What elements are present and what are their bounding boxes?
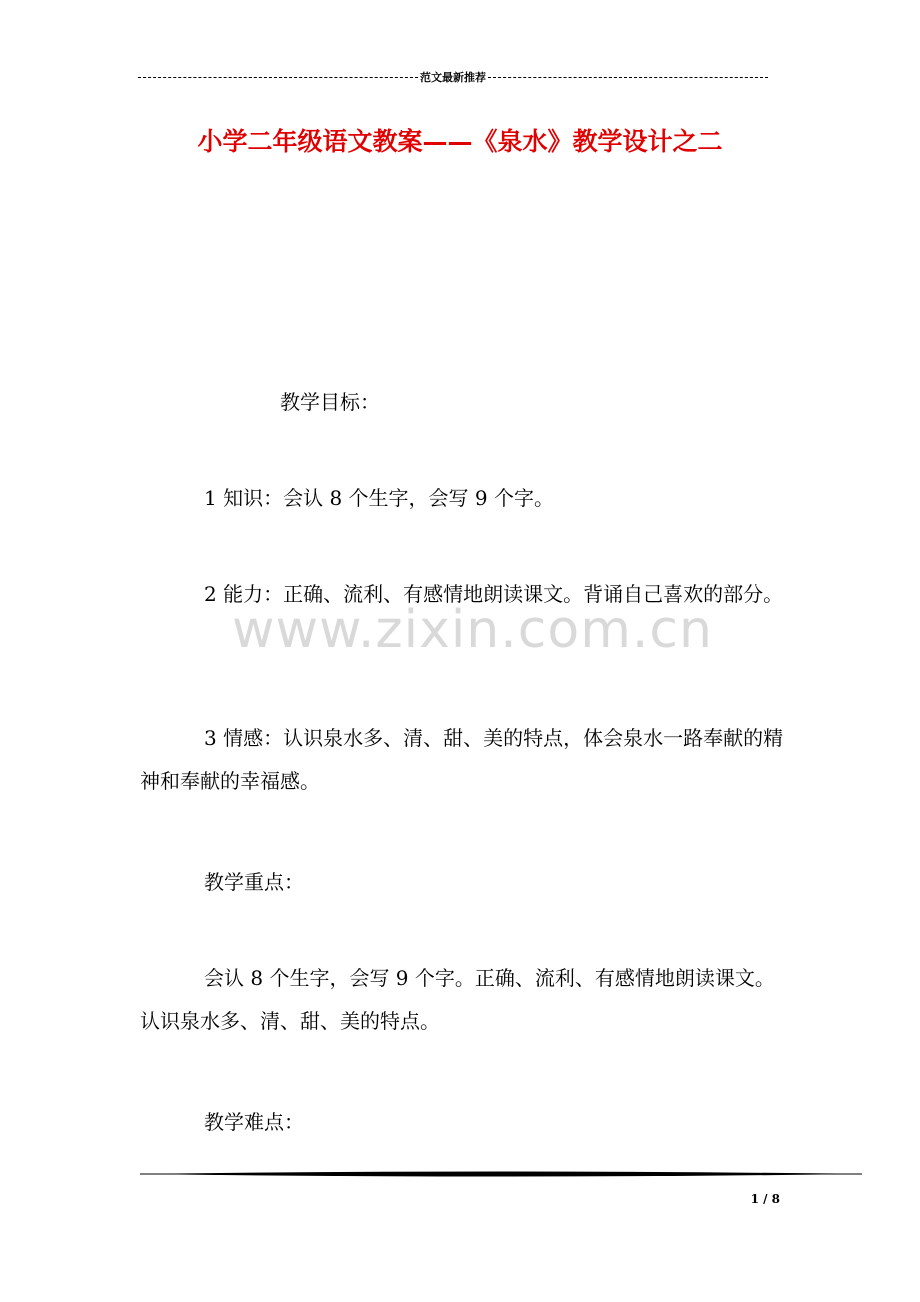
header-label: 范文最新推荐 [420,71,486,84]
paragraph-text: 教学重点： [204,870,304,894]
paragraph-text: 教学目标： [280,390,380,414]
paragraph-teaching-objectives-heading [140,381,785,424]
running-header [138,68,768,86]
paragraph-text: 2 能力：正确、流利、有感情地朗读课文。背诵自己喜欢的部分。 [204,582,784,606]
page-number: 1 / 8 [750,1192,780,1206]
paragraph-difficulties-heading [140,1101,785,1144]
paragraph-text: 3 情感：认识泉水多、清、甜、美的特点，体会泉水一路奉献的精神和奉献的幸福感。 [140,726,784,793]
watermark: www.zixin.com.cn [232,600,713,660]
paragraph-text: 会认 8 个生字，会写 9 个字。正确、流利、有感情地朗读课文。认识泉水多、清、甜、美的特点。 [140,966,775,1033]
footer-rule [140,1170,862,1180]
document-title: 小学二年级语文教案——《泉水》教学设计之二 [197,127,723,156]
paragraph-text: 1 知识：会认 8 个生字，会写 9 个字。 [204,486,554,510]
paragraph-ability [140,573,785,616]
paragraph-emotion [140,717,785,803]
paragraph-key-points-heading [140,861,785,904]
header-dashes-left [138,77,418,78]
paragraph-knowledge [140,477,785,520]
paragraph-text: 教学难点： [204,1110,304,1134]
paragraph-key-points [140,957,785,1043]
header-dashes-right [488,77,768,78]
